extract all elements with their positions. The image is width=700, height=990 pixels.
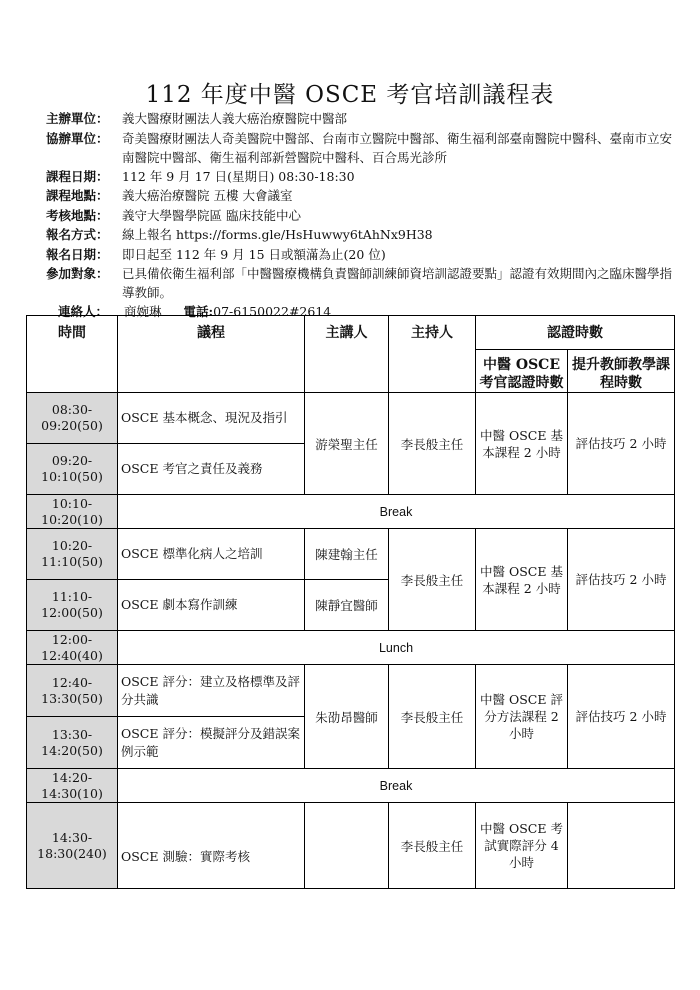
speaker-cell	[305, 803, 389, 889]
break-label: Break	[118, 769, 675, 803]
cert-osce-cell: 中醫 OSCE 評分方法課程 2 小時	[476, 665, 568, 769]
topic-cell: OSCE 劇本寫作訓練	[118, 580, 305, 631]
topic-cell: OSCE 測驗：實際考核	[118, 803, 305, 889]
host-cell: 李長般主任	[389, 393, 476, 495]
table-row	[27, 529, 675, 580]
host-cell: 李長般主任	[389, 665, 476, 769]
cert-teaching-cell	[568, 803, 675, 889]
time-cell: 09:20-10:10(50)	[27, 444, 118, 495]
schedule-table	[26, 315, 675, 889]
cert-teaching-cell: 評估技巧 2 小時	[568, 665, 675, 769]
info-value: 奇美醫療財團法人奇美醫院中醫部、台南市立醫院中醫部、衛生福利部臺南醫院中醫科、臺南市立安南醫院中醫部、衛生福利部新營醫院中醫科、百合馬光診所	[122, 130, 673, 165]
table-row	[27, 665, 675, 717]
info-value: 即日起至 112 年 9 月 15 日或額滿為止(20 位)	[122, 246, 386, 262]
table-row	[27, 393, 675, 444]
info-label: 協辦單位：	[46, 130, 109, 146]
contact-name: 商婉琳	[124, 304, 162, 319]
cert-osce-cell: 中醫 OSCE 考試實際評分 4 小時	[476, 803, 568, 889]
cert-teaching-cell: 評估技巧 2 小時	[568, 529, 675, 631]
info-label: 主辦單位：	[46, 111, 109, 126]
time-cell: 10:10-10:20(10)	[27, 495, 118, 529]
page-title: 112 年度中醫 OSCE 考官培訓議程表	[145, 82, 555, 108]
time-cell: 12:40-13:30(50)	[27, 665, 118, 717]
phone-number: 07-6150022#2614	[213, 304, 332, 319]
header-time: 時間	[27, 316, 118, 393]
header-topic: 議程	[118, 316, 305, 393]
time-cell: 12:00-12:40(40)	[27, 631, 118, 665]
info-label: 參加對象：	[46, 266, 109, 281]
time-cell: 11:10-12:00(50)	[27, 580, 118, 631]
header-row	[27, 316, 675, 350]
info-venue	[46, 186, 686, 206]
info-label: 報名方式：	[46, 227, 109, 242]
cert-teaching-cell: 評估技巧 2 小時	[568, 393, 675, 495]
time-cell: 08:30-09:20(50)	[27, 393, 118, 444]
lunch-label: Lunch	[118, 631, 675, 665]
time-cell: 14:20-14:30(10)	[27, 769, 118, 803]
info-value: 112 年 9 月 17 日(星期日) 08:30-18:30	[122, 168, 355, 184]
topic-cell: OSCE 評分：建立及格標準及評分共識	[118, 665, 305, 717]
info-label: 考核地點：	[46, 207, 109, 223]
info-registration-method	[46, 225, 686, 245]
info-label: 課程日期：	[46, 168, 109, 184]
info-value: 義守大學醫學院區 臨床技能中心	[122, 207, 301, 223]
speaker-cell: 陳靜宜醫師	[305, 580, 389, 631]
info-label: 課程地點：	[46, 188, 109, 203]
info-co-organizer	[46, 129, 686, 167]
time-cell: 10:20-11:10(50)	[27, 529, 118, 580]
header-host: 主持人	[389, 316, 476, 393]
contact-label: 連絡人：	[58, 304, 109, 319]
phone-label: 電話:	[183, 304, 214, 319]
topic-cell: OSCE 基本概念、現況及指引	[118, 393, 305, 444]
topic-cell: OSCE 考官之責任及義務	[118, 444, 305, 495]
info-value: 已具備依衛生福利部「中醫醫療機構負責醫師訓練師資培訓認證要點」認證有效期間內之臨床醫學指導教師。	[122, 266, 673, 300]
info-value: 義大醫療財團法人義大癌治療醫院中醫部	[122, 111, 348, 126]
host-cell: 李長般主任	[389, 803, 476, 889]
time-cell: 14:30-18:30(240)	[27, 803, 118, 889]
cert-osce-cell: 中醫 OSCE 基本課程 2 小時	[476, 529, 568, 631]
lunch-row	[27, 631, 675, 665]
header-cert-osce: 中醫 OSCE 考官認證時數	[476, 350, 568, 393]
table-row	[27, 803, 675, 889]
break-label: Break	[118, 495, 675, 529]
topic-cell: OSCE 評分：模擬評分及錯誤案例示範	[118, 717, 305, 769]
info-block	[46, 109, 686, 322]
info-participants	[46, 264, 686, 302]
header-speaker: 主講人	[305, 316, 389, 393]
info-value[interactable]: 線上報名 https://forms.gle/HsHuwwy6tAhNx9H38	[122, 227, 433, 242]
speaker-cell: 陳建翰主任	[305, 529, 389, 580]
info-exam-venue	[46, 206, 686, 226]
speaker-cell: 朱劭昂醫師	[305, 665, 389, 769]
break-row	[27, 495, 675, 529]
info-date	[46, 167, 686, 187]
header-cert-teaching: 提升教師教學課程時數	[568, 350, 675, 393]
info-organizer	[46, 109, 686, 129]
break-row	[27, 769, 675, 803]
info-label: 報名日期：	[46, 246, 109, 262]
info-registration-date	[46, 245, 686, 265]
host-cell: 李長般主任	[389, 529, 476, 631]
speaker-cell: 游榮聖主任	[305, 393, 389, 495]
cert-osce-cell: 中醫 OSCE 基本課程 2 小時	[476, 393, 568, 495]
topic-cell: OSCE 標準化病人之培訓	[118, 529, 305, 580]
header-cert: 認證時數	[476, 316, 675, 350]
time-cell: 13:30-14:20(50)	[27, 717, 118, 769]
info-value: 義大癌治療醫院 五樓 大會議室	[122, 188, 293, 203]
